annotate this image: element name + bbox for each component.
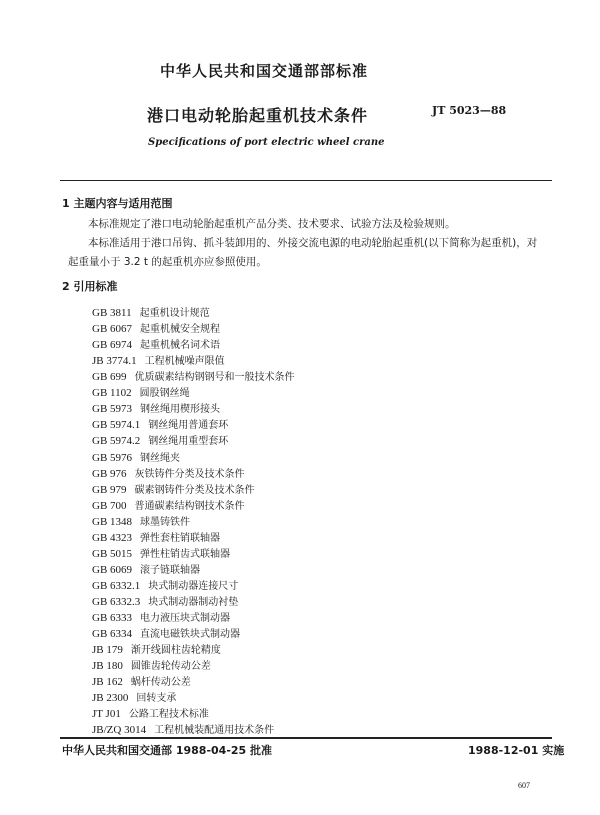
reference-code: GB 6334 bbox=[92, 628, 133, 640]
page-number: 607 bbox=[518, 781, 530, 790]
reference-item bbox=[92, 465, 245, 480]
reference-item bbox=[92, 545, 230, 560]
top-divider bbox=[60, 180, 552, 181]
reference-item bbox=[92, 561, 200, 576]
bottom-divider bbox=[60, 737, 552, 739]
reference-code: GB 5976 bbox=[92, 451, 133, 464]
standard-code: JT 5023—88 bbox=[432, 104, 507, 117]
reference-name: 普通碳素结构钢技术条件 bbox=[134, 500, 245, 512]
section-1-paragraph-2: 本标准适用于港口吊钩、抓斗装卸用的、外接交流电源的电动轮胎起重机(以下简称为起重机)，对 bbox=[88, 237, 538, 249]
reference-code: JT J01 bbox=[92, 708, 121, 721]
reference-name: 灰铁铸件分类及技术条件 bbox=[134, 468, 245, 480]
reference-code: GB 6333 bbox=[92, 612, 133, 624]
reference-code: JB 2300 bbox=[92, 692, 129, 705]
reference-name: 块式制动器连接尺寸 bbox=[148, 580, 239, 592]
reference-name: 球墨铸铁件 bbox=[140, 516, 191, 528]
reference-item bbox=[92, 673, 191, 688]
reference-name: 起重机械安全规程 bbox=[140, 324, 221, 336]
reference-code: GB 1348 bbox=[92, 515, 133, 528]
english-subtitle: Specifications of port electric wheel crane bbox=[148, 137, 385, 148]
reference-item bbox=[92, 529, 220, 544]
reference-item bbox=[92, 513, 190, 528]
reference-item bbox=[92, 432, 228, 447]
reference-item bbox=[92, 481, 255, 496]
reference-name: 圆股钢丝绳 bbox=[139, 388, 190, 400]
reference-code: GB 5974.1 bbox=[92, 419, 141, 432]
reference-name: 钢丝绳夹 bbox=[140, 452, 181, 464]
reference-code: GB 5974.2 bbox=[92, 435, 141, 448]
section-1-paragraph-2-cont: 起重量小于 3.2 t 的起重机亦应参照使用。 bbox=[68, 256, 267, 268]
reference-name: 直流电磁铁块式制动器 bbox=[140, 629, 241, 640]
reference-code: GB 6067 bbox=[92, 323, 133, 336]
reference-item bbox=[92, 721, 274, 736]
reference-name: 滚子链联轴器 bbox=[140, 564, 201, 576]
reference-code: GB 979 bbox=[92, 483, 127, 496]
reference-code: GB 1102 bbox=[92, 387, 132, 400]
reference-item bbox=[92, 577, 238, 592]
approval-statement: 中华人民共和国交通部 1988-04-25 批准 bbox=[62, 744, 273, 757]
reference-item bbox=[92, 400, 220, 415]
reference-name: 渐开线圆柱齿轮精度 bbox=[130, 645, 221, 656]
reference-item bbox=[92, 641, 221, 656]
reference-code: GB 699 bbox=[92, 371, 127, 384]
reference-name: 公路工程技术标准 bbox=[128, 709, 209, 721]
reference-item bbox=[92, 368, 295, 383]
reference-item bbox=[92, 336, 220, 351]
reference-name: 圆锥齿轮传动公差 bbox=[130, 661, 211, 673]
reference-item bbox=[92, 304, 210, 319]
reference-code: GB 6332.1 bbox=[92, 579, 141, 592]
implementation-date: 1988-12-01 实施 bbox=[468, 744, 565, 757]
reference-code: GB 5015 bbox=[92, 547, 133, 560]
reference-code: GB 700 bbox=[92, 499, 127, 512]
reference-item bbox=[92, 384, 190, 399]
reference-name: 块式制动器制动衬垫 bbox=[148, 596, 239, 608]
reference-code: JB 179 bbox=[92, 644, 123, 656]
reference-code: GB 5973 bbox=[92, 403, 133, 416]
reference-code: JB 162 bbox=[92, 676, 123, 689]
reference-code: GB 4323 bbox=[92, 531, 133, 544]
reference-name: 起重机械名词术语 bbox=[140, 340, 221, 352]
section-1-heading: 1 主题内容与适用范围 bbox=[62, 197, 173, 210]
reference-item bbox=[92, 352, 225, 367]
reference-item bbox=[92, 609, 230, 624]
reference-code: GB 976 bbox=[92, 467, 127, 480]
section-2-heading: 2 引用标准 bbox=[62, 280, 118, 293]
reference-name: 蜗杆传动公差 bbox=[130, 677, 191, 689]
reference-name: 起重机设计规范 bbox=[139, 308, 210, 319]
reference-name: 回转支承 bbox=[136, 693, 177, 705]
reference-code: GB 6974 bbox=[92, 339, 133, 352]
reference-name: 碳素钢铸件分类及技术条件 bbox=[134, 484, 255, 496]
reference-code: JB 3774.1 bbox=[92, 355, 137, 368]
reference-code: GB 6332.3 bbox=[92, 595, 141, 608]
reference-name: 钢丝绳用楔形接头 bbox=[140, 404, 221, 416]
reference-item bbox=[92, 689, 176, 704]
reference-code: JB/ZQ 3014 bbox=[92, 724, 147, 737]
reference-name: 弹性套柱销联轴器 bbox=[140, 532, 221, 544]
ministry-standard-title: 中华人民共和国交通部部标准 bbox=[160, 62, 369, 80]
reference-item bbox=[92, 497, 245, 512]
document-title: 港口电动轮胎起重机技术条件 bbox=[147, 106, 369, 125]
reference-item bbox=[92, 625, 240, 640]
reference-name: 电力液压块式制动器 bbox=[140, 613, 231, 624]
reference-item bbox=[92, 320, 220, 335]
reference-item bbox=[92, 657, 211, 672]
reference-name: 工程机械噪声限值 bbox=[144, 356, 225, 368]
reference-name: 工程机械装配通用技术条件 bbox=[154, 725, 275, 737]
section-1-paragraph-1: 本标准规定了港口电动轮胎起重机产品分类、技术要求、试验方法及检验规则。 bbox=[88, 218, 456, 230]
reference-code: GB 6069 bbox=[92, 563, 133, 576]
reference-item bbox=[92, 593, 238, 608]
reference-item bbox=[92, 705, 209, 720]
reference-name: 优质碳素结构钢钢号和一般技术条件 bbox=[134, 372, 295, 384]
reference-code: JB 180 bbox=[92, 660, 123, 673]
reference-name: 钢丝绳用重型套环 bbox=[148, 436, 229, 448]
reference-name: 弹性柱销齿式联轴器 bbox=[140, 548, 231, 560]
reference-item bbox=[92, 449, 180, 464]
reference-code: GB 3811 bbox=[92, 307, 132, 319]
reference-name: 钢丝绳用普通套环 bbox=[148, 420, 229, 432]
reference-item bbox=[92, 416, 228, 431]
